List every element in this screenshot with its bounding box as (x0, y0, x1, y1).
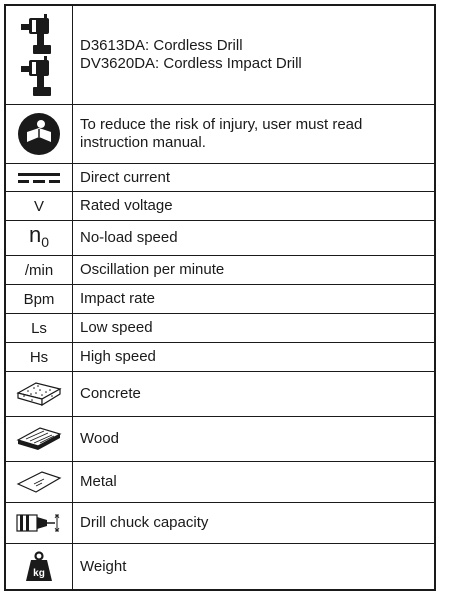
no-load-speed-symbol: $n_0$ (28, 221, 50, 250)
table-row (6, 192, 434, 221)
symbol-cell (6, 462, 73, 502)
symbol-cell (6, 372, 73, 416)
symbol-cell (6, 164, 73, 191)
per-minute-symbol: /min (24, 261, 54, 279)
symbol-cell (6, 417, 73, 461)
table-row (6, 544, 434, 589)
table-row (6, 503, 434, 544)
symbol-cell (6, 6, 73, 104)
symbol-cell (6, 503, 73, 543)
high-speed-symbol: Hs (29, 348, 49, 366)
table-row (6, 6, 434, 105)
table-row (6, 105, 434, 164)
direct-current-icon (18, 171, 60, 185)
weight-icon (24, 551, 54, 583)
symbol-cell (6, 256, 73, 284)
table-row (6, 164, 434, 192)
description-cell: Low speed (80, 319, 153, 336)
table-row (6, 462, 434, 503)
description-cell: No-load speed (80, 229, 178, 246)
description-cell: To reduce the risk of injury, user must read instruction manual. (80, 116, 363, 151)
table-row (6, 372, 434, 417)
symbol-cell (6, 285, 73, 313)
description-cell: Weight (80, 557, 127, 575)
concrete-icon (16, 381, 62, 407)
symbol-cell (6, 221, 73, 255)
drill-chuck-icon (15, 511, 63, 535)
metal-icon (16, 470, 62, 494)
symbol-cell (6, 314, 73, 342)
symbols-table (4, 4, 436, 591)
impact-rate-symbol: Bpm (23, 290, 55, 308)
description-cell (73, 6, 434, 104)
description-cell: Metal (80, 473, 117, 490)
model-line: D3613DA: Cordless Drill (80, 37, 243, 54)
read-manual-icon (17, 112, 61, 156)
voltage-symbol: V (33, 197, 44, 215)
symbol-cell (6, 105, 73, 163)
description-cell: Oscillation per minute (80, 261, 225, 278)
table-row (6, 314, 434, 343)
symbol-cell (6, 343, 73, 371)
table-row (6, 285, 434, 314)
table-row (6, 343, 434, 372)
symbol-cell (6, 192, 73, 220)
description-cell: Rated voltage (80, 197, 173, 214)
model-line: DV3620DA: Cordless Impact Drill (80, 55, 302, 72)
table-row (6, 256, 434, 285)
description-cell: High speed (80, 348, 156, 365)
drill-tools-icon (19, 12, 59, 98)
low-speed-symbol: Ls (31, 319, 47, 337)
description-cell: Wood (80, 430, 119, 447)
table-row (6, 417, 434, 462)
symbol-cell (6, 544, 73, 589)
table-row (6, 221, 434, 256)
description-cell: Concrete (80, 385, 141, 402)
weight-icon-label: kg (33, 567, 45, 579)
description-cell: Drill chuck capacity (80, 514, 209, 531)
wood-icon (16, 426, 62, 452)
description-cell: Direct current (80, 168, 171, 186)
description-cell: Impact rate (80, 290, 156, 307)
